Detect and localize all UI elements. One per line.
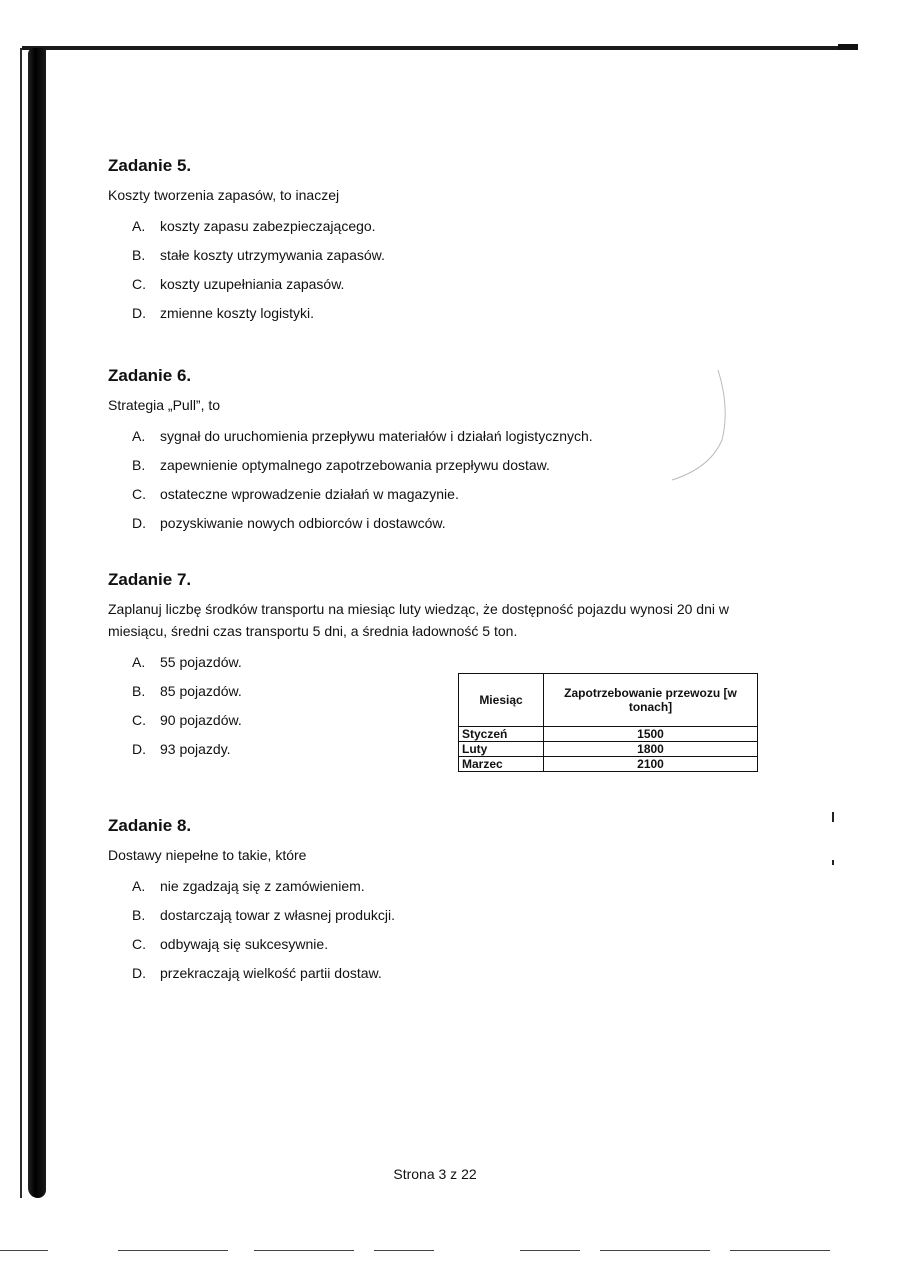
column-header-month: Miesiąc [459, 674, 544, 727]
answer-option-b[interactable] [132, 241, 808, 270]
task-question: Zaplanuj liczbę środków transportu na miesiąc luty wiedząc, że dostępność pojazdu wynosi 20 dni w miesiącu, średni czas transportu 5 dni, a średnia ładowność 5 ton. [108, 601, 729, 639]
answer-text: 85 pojazdów. [160, 683, 242, 699]
cell-demand: 2100 [544, 757, 758, 772]
answer-letter: D. [132, 965, 146, 981]
answer-text: 90 pojazdów. [160, 712, 242, 728]
answer-letter: B. [132, 247, 146, 263]
page-number: Strona 3 z 22 [393, 1166, 477, 1182]
task-6 [108, 366, 808, 538]
answer-text: ostateczne wprowadzenie działań w magazynie. [160, 486, 459, 502]
answer-list [108, 422, 808, 538]
answer-text: koszty uzupełniania zapasów. [160, 276, 345, 292]
answer-text: stałe koszty utrzymywania zapasów. [160, 247, 385, 263]
answer-letter: C. [132, 936, 146, 952]
scan-speck [832, 860, 834, 865]
scan-bottom-dash [374, 1250, 434, 1251]
answer-option-a[interactable] [132, 422, 808, 451]
answer-option-a[interactable] [132, 212, 808, 241]
answer-option-b[interactable] [132, 451, 808, 480]
answer-letter: A. [132, 654, 146, 670]
task-8 [108, 816, 808, 988]
scan-top-border [22, 46, 858, 50]
scan-bottom-dash [254, 1250, 354, 1251]
answer-list [108, 872, 808, 988]
column-header-demand: Zapotrzebowanie przewozu [w tonach] [544, 674, 758, 727]
cell-month: Styczeń [459, 727, 544, 742]
answer-letter: D. [132, 305, 146, 321]
scan-bottom-dash [0, 1250, 48, 1251]
answer-letter: C. [132, 712, 146, 728]
answer-text: dostarczają towar z własnej produkcji. [160, 907, 395, 923]
answer-letter: A. [132, 878, 146, 894]
task-title: Zadanie 8. [108, 816, 192, 835]
answer-option-d[interactable] [132, 299, 808, 328]
answer-text: odbywają się sukcesywnie. [160, 936, 329, 952]
table-row [459, 727, 758, 742]
answer-text: zapewnienie optymalnego zapotrzebowania przepływu dostaw. [160, 457, 550, 473]
task-question: Koszty tworzenia zapasów, to inaczej [108, 187, 340, 203]
task-5 [108, 156, 808, 328]
answer-letter: B. [132, 683, 146, 699]
answer-list [108, 212, 808, 328]
answer-option-a[interactable] [132, 872, 808, 901]
transport-demand-table [458, 673, 758, 772]
task-title: Zadanie 5. [108, 156, 192, 175]
answer-letter: A. [132, 428, 146, 444]
task-title: Zadanie 7. [108, 570, 192, 589]
answer-text: 55 pojazdów. [160, 654, 242, 670]
answer-letter: A. [132, 218, 146, 234]
task-question: Strategia „Pull”, to [108, 397, 221, 413]
table-header-row [459, 674, 758, 727]
answer-text: koszty zapasu zabezpieczającego. [160, 218, 376, 234]
cell-month: Marzec [459, 757, 544, 772]
scan-bottom-dash [118, 1250, 228, 1251]
scan-bottom-dash [730, 1250, 830, 1251]
task-question: Dostawy niepełne to takie, które [108, 847, 307, 863]
answer-letter: D. [132, 741, 146, 757]
scan-bottom-dash [520, 1250, 580, 1251]
answer-letter: B. [132, 457, 146, 473]
cell-month: Luty [459, 742, 544, 757]
scan-speck [832, 812, 834, 822]
answer-text: sygnał do uruchomienia przepływu materiałów i działań logistycznych. [160, 428, 593, 444]
answer-text: 93 pojazdy. [160, 741, 231, 757]
answer-text: zmienne koszty logistyki. [160, 305, 315, 321]
answer-option-c[interactable] [132, 480, 808, 509]
scan-top-border-end [838, 44, 858, 50]
answer-option-d[interactable] [132, 959, 808, 988]
answer-letter: D. [132, 515, 146, 531]
answer-option-c[interactable] [132, 270, 808, 299]
scan-left-edge-line [20, 48, 22, 1198]
answer-text: nie zgadzają się z zamówieniem. [160, 878, 365, 894]
scan-bottom-dash [600, 1250, 710, 1251]
table-row [459, 757, 758, 772]
answer-option-d[interactable] [132, 509, 808, 538]
cell-demand: 1500 [544, 727, 758, 742]
scan-left-binding-shadow [28, 48, 46, 1198]
answer-letter: C. [132, 276, 146, 292]
answer-option-c[interactable] [132, 930, 808, 959]
answer-option-b[interactable] [132, 901, 808, 930]
task-title: Zadanie 6. [108, 366, 192, 385]
answer-letter: B. [132, 907, 146, 923]
answer-text: przekraczają wielkość partii dostaw. [160, 965, 382, 981]
answer-text: pozyskiwanie nowych odbiorców i dostawców. [160, 515, 446, 531]
cell-demand: 1800 [544, 742, 758, 757]
table-row [459, 742, 758, 757]
answer-letter: C. [132, 486, 146, 502]
